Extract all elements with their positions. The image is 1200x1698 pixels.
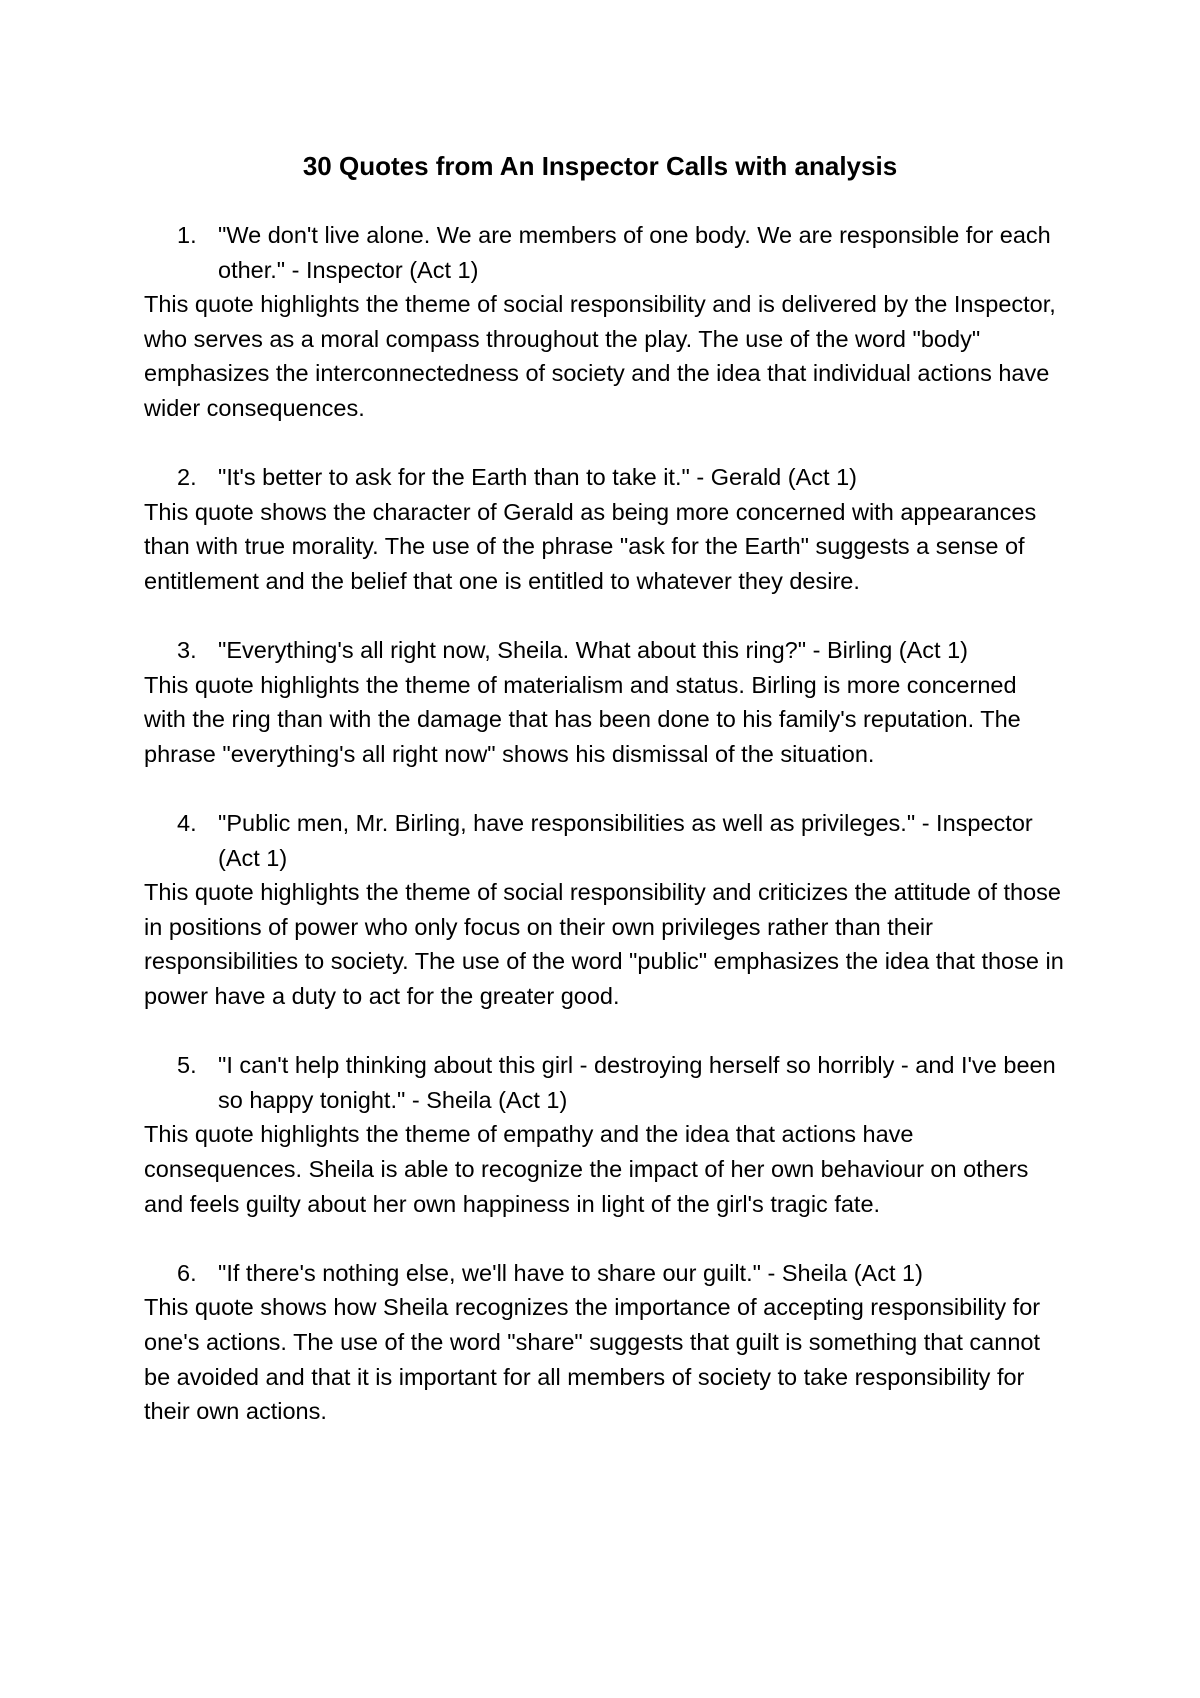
quotes-list (144, 218, 1064, 1463)
quote-analysis: This quote highlights the theme of empathy and the idea that actions have consequences. Sheila is able to recognize the impact of her own behaviour on others and feels guilty about her own happiness in light of the girl's tragic fate. (144, 1121, 1029, 1217)
page-title: 30 Quotes from An Inspector Calls with analysis (302, 151, 898, 181)
quote-analysis: This quote highlights the theme of materialism and status. Birling is more concerned with the ring than with the damage that has been done to his family's reputation. The phrase "everything's all right now" shows his dismissal of the situation. (144, 671, 1021, 767)
quote-body: "We don't live alone. We are members of one body. We are responsible for each other." - Inspector (Act 1) (218, 222, 1051, 283)
quote-body: "It's better to ask for the Earth than to take it." - Gerald (Act 1) (218, 464, 857, 491)
quote-text (144, 633, 1064, 668)
quote-analysis: This quote shows how Sheila recognizes the importance of accepting responsibility for one's actions. The use of the word "share" suggests that guilt is something that cannot be avoided and that it is important for all members of society to take responsibility for their own actions. (144, 1294, 1041, 1425)
quote-item (144, 218, 1064, 426)
quote-number: 3. (177, 637, 197, 664)
quote-number: 2. (177, 464, 197, 491)
quote-number: 5. (177, 1052, 197, 1079)
quote-analysis: This quote shows the character of Gerald as being more concerned with appearances than with true morality. The use of the phrase "ask for the Earth" suggests a sense of entitlement and the belief that one is entitled to whatever they desire. (144, 498, 1037, 594)
quote-analysis: This quote highlights the theme of social responsibility and criticizes the attitude of those in positions of power who only focus on their own privileges rather than their responsibilities to society. The use of the word "public" emphasizes the idea that those in power have a duty to act for the greater good. (144, 879, 1064, 1010)
quote-item (144, 1256, 1064, 1429)
quote-number: 1. (177, 222, 197, 248)
quote-text (144, 1256, 1064, 1291)
quote-number: 6. (177, 1259, 197, 1286)
quote-item (144, 633, 1064, 771)
quote-text (144, 218, 1064, 287)
quote-body: "If there's nothing else, we'll have to share our guilt." - Sheila (Act 1) (218, 1259, 923, 1286)
quote-text (144, 806, 1064, 875)
quote-body: "Everything's all right now, Sheila. What about this ring?" - Birling (Act 1) (218, 637, 969, 664)
quote-number: 4. (177, 810, 197, 837)
quote-item (144, 460, 1064, 598)
quote-analysis: This quote highlights the theme of social responsibility and is delivered by the Inspector, who serves as a moral compass throughout the play. The use of the word "body" emphasizes the interconnectedness of society and the idea that individual actions have wider consequences. (144, 291, 1056, 421)
quote-text (144, 460, 1064, 495)
quote-item (144, 1048, 1064, 1221)
quote-body: "Public men, Mr. Birling, have responsibilities as well as privileges." - Inspector (Act 1) (218, 810, 1033, 871)
quote-body: "I can't help thinking about this girl - destroying herself so horribly - and I've been so happy tonight." - Sheila (Act 1) (218, 1052, 1056, 1113)
quote-item (144, 806, 1064, 1014)
quote-text (144, 1048, 1064, 1117)
